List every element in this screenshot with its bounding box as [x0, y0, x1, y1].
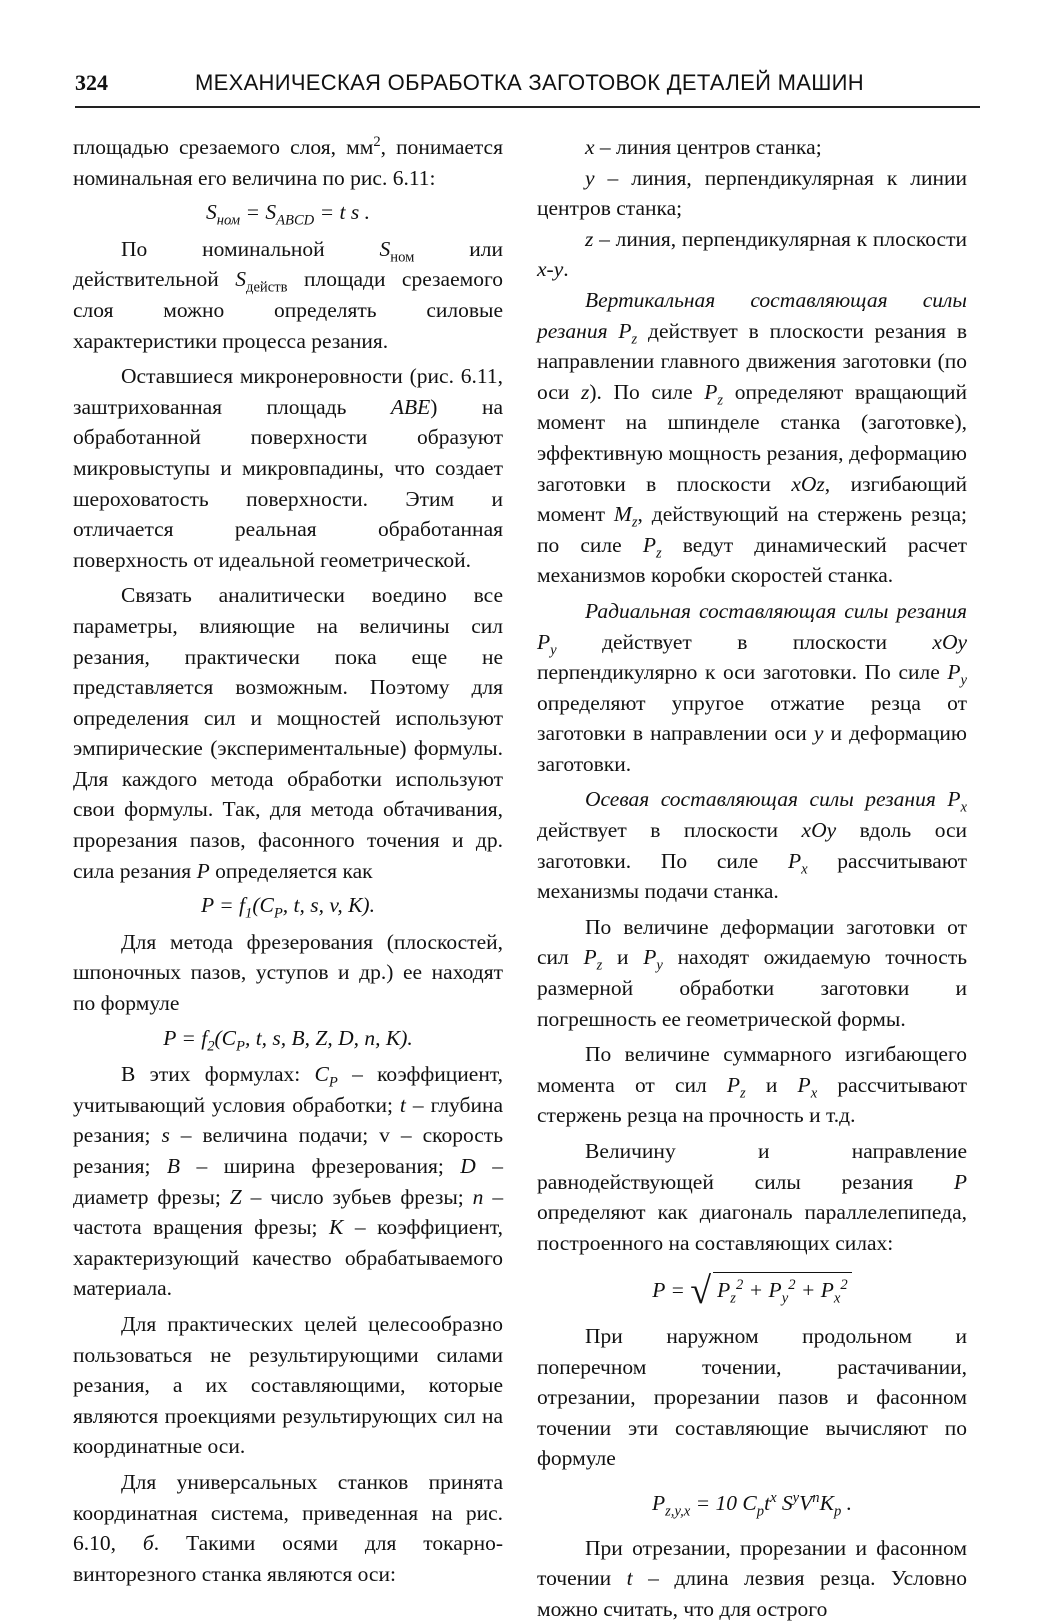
paragraph: По величине суммарного изгибающего момента от сил $P_z$ и $P_x$ рассчитывают стержень резца на прочность и т.д. — [537, 1042, 968, 1128]
formula-p-f1: $P = f_1(C_P$, t, s, v, K). — [201, 893, 375, 922]
paragraph: Вертикальная составляющая силы резания $P_z$ действует в плоскости резания в направлении главного движения заготовки (по оси z). По силе $P_z$ определяют вращающий момент на шпинделе станка (заготовке), эффективную мощность резания, деформацию заготовки в плоскости xOz, изгибающий момент $M_z$, действующий на стержень резца; по силе $P_z$ ведут динамический расчет механизмов коробки скоростей станка. — [537, 287, 968, 588]
axis-item: y – линия, перпендикулярная к линии центров станка; — [537, 165, 968, 221]
paragraph: Величину и направление равнодействующей силы резания P определяют как диагональ параллелепипеда, построенного на составляющих силах: — [537, 1139, 967, 1255]
paragraph: При наружном продольном и поперечном точении, растачивании, отрезании, прорезании пазов и фасонном точении эти составляющие вычисляют по формуле — [537, 1323, 967, 1471]
running-title: МЕХАНИЧЕСКАЯ ОБРАБОТКА ЗАГОТОВОК ДЕТАЛЕЙ МАШИН — [195, 70, 864, 95]
formula-p-f2: $P = f_2(C_P$, t, s, B, Z, D, n, K). — [163, 1025, 413, 1054]
axis-item: z – линия, перпендикулярная к плоскости x-y. — [537, 226, 968, 282]
paragraph: По номинальной $S_{ном}$ или действительной $S_{действ}$ площади срезаемого слоя можно определять силовые характеристики процесса резания. — [73, 236, 503, 353]
paragraph: Связать аналитически воедино все параметры, влияющие на величины сил резания, практически пока еще не представляется возможным. Поэтому для определения сил и мощностей используют эмпирические (экспериментальные) формулы. Для каждого метода обработки используют свои формулы. Так, для метода обтачивания, прорезания пазов, фасонного точения и др. сила резания P определяется как — [73, 583, 503, 883]
page-number: 324 — [75, 70, 108, 95]
paragraph: Оставшиеся микронеровности (рис. 6.11, заштрихованная площадь ABE) на обработанной поверхности образуют микровыступы и микровпадины, что создает шероховатость поверхности. Этим и отличается реальная обработанная поверхность от идеальной геометрической. — [73, 364, 503, 572]
page-header — [75, 62, 980, 108]
right-column — [537, 132, 967, 1624]
left-column — [73, 132, 503, 1589]
paragraph: При отрезании, прорезании и фасонном точении t – длина лезвия резца. Условно можно считать, что для острого — [537, 1535, 968, 1621]
paragraph: Для универсальных станков принята координатная система, приведенная на рис. 6.10, б. Такими осями для токарно-винторезного станка являются оси: — [73, 1469, 504, 1586]
formula-components: $P_{z,y,x} = 10$ $C_pt^x$ $S^yV^nK_p$ . — [651, 1489, 853, 1520]
paragraph: В этих формулах: $C_P$ – коэффициент, учитывающий условия обработки; t – глубина резания; s – величина подачи; v – скорость резания; B – ширина фрезерования; D – диаметр фрезы; Z – число зубьев фрезы; n – частота вращения фрезы; K – коэффициент, характеризующий качество обрабатываемого материала. — [73, 1062, 504, 1301]
paragraph: площадью срезаемого слоя, $мм^2$, понимается номинальная его величина по рис. 6.11: — [73, 133, 503, 190]
formula-s-nom: $S_{ном} = S_{ABCD} = t$ s . — [206, 200, 370, 229]
paragraph: Осевая составляющая силы резания $P_x$ действует в плоскости xOy вдоль оси заготовки. По силе $P_x$ рассчитывают механизмы подачи станка. — [537, 787, 968, 904]
paragraph: Для метода фрезерования (плоскостей, шпоночных пазов, уступов и др.) ее находят по формуле — [73, 929, 503, 1016]
paragraph: Радиальная составляющая силы резания $P_y$ действует в плоскости xOy перпендикулярно к оси заготовки. По силе $P_y$ определяют упругое отжатие резца от заготовки в направлении оси y и деформацию заготовки. — [537, 598, 968, 776]
paragraph: Для практических целей целесообразно пользоваться не результирующими силами резания, а их составляющими, которые являются проекциями результирующих сил на координатные оси. — [73, 1311, 503, 1459]
paragraph: По величине деформации заготовки от сил $P_z$ и $P_y$ находят ожидаемую точность размерной обработки заготовки и погрешность ее геометрической формы. — [537, 914, 968, 1031]
formula-resultant: P = √ $P_z^2 + P_y^2 + P_x^2$ — [537, 1272, 967, 1307]
axis-item: x – линия центров станка; — [585, 135, 822, 159]
